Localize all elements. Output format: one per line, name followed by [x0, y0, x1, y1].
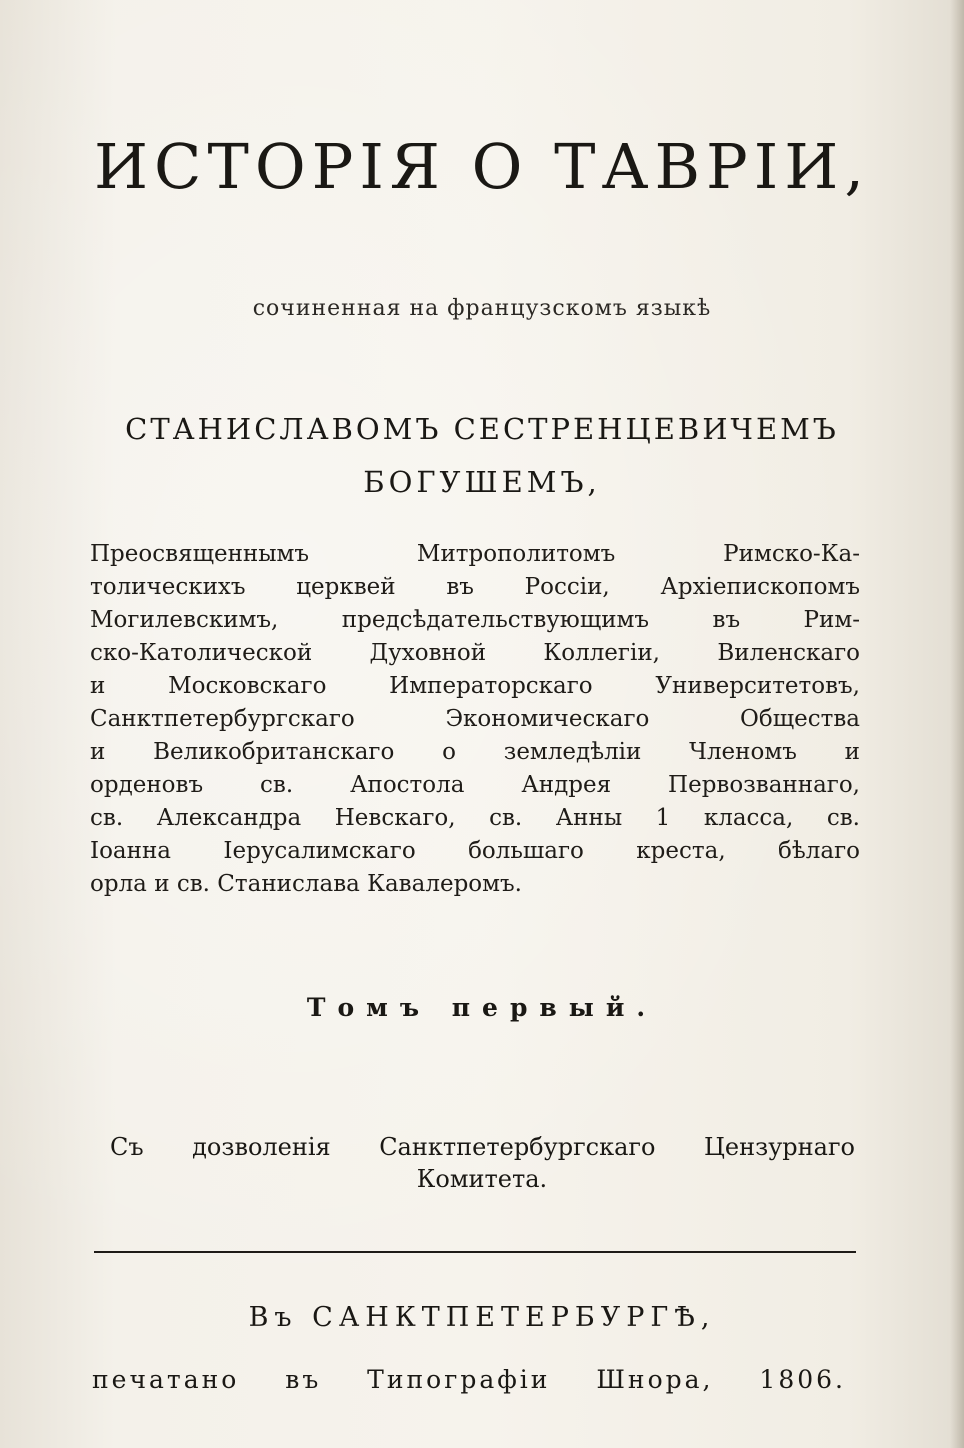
author-titles-line: ско-Католической Духовной Коллегіи, Виленскаго — [90, 640, 860, 666]
author-titles-line: и Великобританскаго о земледѣліи Членомъ и — [90, 739, 860, 765]
author-titles-line: орла и св. Станислава Кавалеромъ. — [90, 871, 522, 897]
author-titles-line: Санктпетербургскаго Экономическаго Общества — [90, 706, 860, 732]
author-titles-line: Могилевскимъ, предсѣдательствующимъ въ Рим- — [90, 607, 860, 633]
author-titles-line: орденовъ св. Апостола Андрея Первозваннаго, — [90, 772, 860, 798]
printer-imprint: печатано въ Типографіи Шнора, 1806. — [92, 1365, 846, 1394]
publication-place: Въ САНКТПЕТЕРБУРГѢ, — [248, 1302, 716, 1333]
author-name-line-2: БОГУШЕМЪ, — [363, 465, 601, 499]
page-edge-shadow — [950, 0, 964, 1448]
censorship-note-line-1: Съ дозволенія Санктпетербургскаго Цензурнаго — [110, 1133, 855, 1161]
author-titles-line: св. Александра Невскаго, св. Анны 1 класса, св. — [90, 805, 860, 831]
author-titles-line: Преосвященнымъ Митрополитомъ Римско-Ка- — [90, 541, 860, 567]
censorship-note-line-2: Комитета. — [416, 1165, 548, 1193]
volume-label: Томъ первый. — [306, 993, 658, 1022]
author-titles-line: толическихъ церквей въ Россіи, Архіепископомъ — [90, 574, 860, 600]
author-titles-line: и Московскаго Императорскаго Университетовъ, — [90, 673, 860, 699]
author-titles-line: Іоанна Іерусалимскаго большаго креста, бѣлаго — [90, 838, 860, 864]
book-title: ИСТОРІЯ О ТАВРІИ, — [93, 130, 871, 203]
divider-rule — [94, 1251, 856, 1253]
author-name-line-1: СТАНИСЛАВОМЪ СЕСТРЕНЦЕВИЧЕМЪ — [125, 412, 839, 446]
subtitle: сочиненная на французскомъ языкѣ — [252, 296, 712, 321]
author-titles-paragraph — [90, 538, 860, 901]
